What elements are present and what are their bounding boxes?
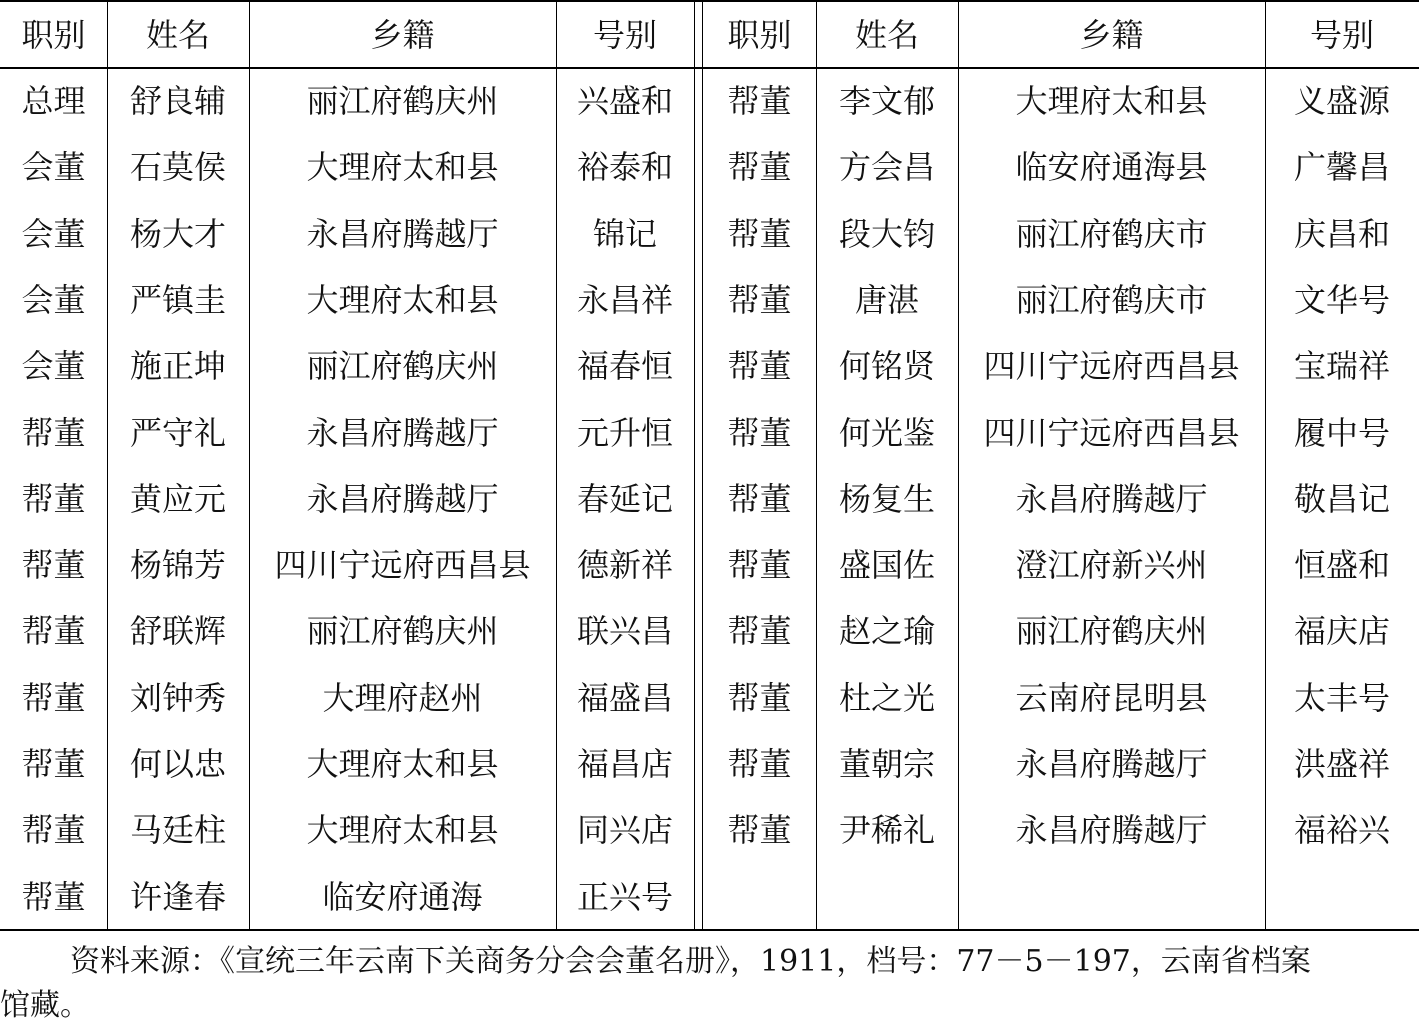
left-cell-role: 会董	[21, 214, 86, 253]
source-note-line-1: 资料来源：《宣统三年云南下关商务分会会董名册》，1911，档号：77－5－197，云南省档案	[70, 944, 1311, 979]
left-cell-role: 帮董	[21, 678, 86, 717]
left-cell-firm: 福盛昌	[576, 678, 673, 717]
right-cell-hometown: 丽江府鹤庆市	[1015, 280, 1208, 319]
right-cell-name: 尹稀礼	[838, 811, 935, 850]
left-cell-firm: 兴盛和	[576, 82, 673, 120]
right-cell-hometown: 四川宁远府西昌县	[983, 347, 1240, 386]
left-cell-firm: 福昌店	[576, 745, 673, 783]
left-cell-firm: 锦记	[592, 214, 657, 253]
left-cell-role: 会董	[21, 280, 86, 319]
right-cell-role: 帮董	[727, 148, 792, 187]
left-cell-hometown: 大理府太和县	[306, 280, 499, 319]
left-cell-firm: 元升恒	[576, 413, 673, 452]
right-cell-firm: 福庆店	[1293, 612, 1390, 651]
left-cell-name: 严镇圭	[129, 280, 226, 319]
left-cell-firm: 德新祥	[576, 546, 673, 585]
right-cell-role: 帮董	[727, 612, 792, 651]
left-cell-name: 严守礼	[129, 413, 226, 452]
center-divider-left	[694, 0, 695, 930]
right-cell-name: 李文郁	[838, 82, 935, 120]
left-cell-hometown: 永昌府腾越厅	[306, 413, 499, 452]
right-cell-firm: 履中号	[1293, 413, 1390, 452]
right-cell-firm: 宝瑞祥	[1293, 347, 1390, 386]
right-cell-hometown: 澄江府新兴州	[1015, 546, 1208, 585]
left-cell-name: 许逢春	[129, 877, 226, 916]
header-name: 姓名	[854, 16, 919, 54]
right-cell-name: 杜之光	[838, 678, 935, 717]
right-cell-firm: 福裕兴	[1293, 811, 1390, 850]
left-cell-name: 石莫侯	[129, 148, 226, 187]
right-cell-firm: 敬昌记	[1293, 479, 1390, 518]
left-cell-name: 杨锦芳	[129, 546, 226, 585]
left-cell-name: 杨大才	[129, 214, 226, 253]
left-cell-firm: 联兴昌	[576, 612, 673, 651]
header-role: 职别	[21, 16, 86, 54]
left-cell-hometown: 丽江府鹤庆州	[306, 82, 499, 120]
right-cell-role: 帮董	[727, 413, 792, 452]
left-cell-hometown: 大理府太和县	[306, 148, 499, 187]
right-cell-firm: 太丰号	[1293, 678, 1390, 717]
right-cell-name: 段大钧	[838, 214, 935, 253]
left-cell-role: 帮董	[21, 413, 86, 452]
right-cell-name: 何光鉴	[838, 413, 935, 452]
left-cell-role: 帮董	[21, 546, 86, 585]
header-role: 职别	[727, 16, 792, 54]
left-cell-hometown: 丽江府鹤庆州	[306, 612, 499, 651]
right-cell-hometown: 大理府太和县	[1015, 82, 1208, 120]
left-cell-hometown: 丽江府鹤庆州	[306, 347, 499, 386]
right-cell-name: 杨复生	[838, 479, 935, 518]
left-cell-firm: 永昌祥	[576, 280, 673, 319]
right-cell-hometown: 丽江府鹤庆州	[1015, 612, 1208, 651]
left-cell-name: 马廷柱	[129, 811, 226, 850]
left-cell-firm: 福春恒	[576, 347, 673, 386]
right-cell-hometown: 永昌府腾越厅	[1015, 479, 1208, 518]
right-cell-name: 何铭贤	[838, 347, 935, 386]
left-cell-firm: 裕泰和	[576, 148, 673, 187]
left-cell-hometown: 永昌府腾越厅	[306, 214, 499, 253]
header-name: 姓名	[145, 16, 210, 54]
right-cell-role: 帮董	[727, 82, 792, 120]
right-cell-firm: 文华号	[1293, 280, 1390, 319]
header-hometown: 乡籍	[370, 16, 435, 54]
right-cell-role: 帮董	[727, 811, 792, 850]
right-cell-role: 帮董	[727, 546, 792, 585]
left-cell-firm: 正兴号	[576, 877, 673, 916]
left-cell-role: 帮董	[21, 745, 86, 783]
header-firm: 号别	[1309, 16, 1374, 54]
left-cell-hometown: 四川宁远府西昌县	[274, 546, 531, 585]
right-cell-role: 帮董	[727, 280, 792, 319]
left-cell-hometown: 大理府太和县	[306, 811, 499, 850]
right-cell-hometown: 永昌府腾越厅	[1015, 811, 1208, 850]
header-firm: 号别	[592, 16, 657, 54]
right-cell-role: 帮董	[727, 745, 792, 783]
right-cell-name: 董朝宗	[838, 745, 935, 783]
left-cell-role: 帮董	[21, 612, 86, 651]
right-cell-firm: 义盛源	[1293, 82, 1390, 120]
right-cell-firm: 洪盛祥	[1293, 745, 1390, 783]
left-cell-name: 刘钟秀	[129, 678, 226, 717]
right-cell-hometown: 丽江府鹤庆市	[1015, 214, 1208, 253]
right-cell-firm: 恒盛和	[1293, 546, 1390, 585]
right-cell-hometown: 云南府昆明县	[1015, 678, 1208, 717]
left-cell-hometown: 大理府赵州	[322, 678, 483, 717]
source-note-line-2: 馆藏。	[0, 988, 90, 1023]
right-cell-role: 帮董	[727, 214, 792, 253]
right-cell-name: 方会昌	[838, 148, 935, 187]
left-cell-hometown: 永昌府腾越厅	[306, 479, 499, 518]
right-cell-role: 帮董	[727, 479, 792, 518]
right-cell-firm: 广馨昌	[1293, 148, 1390, 187]
left-cell-role: 帮董	[21, 877, 86, 916]
left-cell-firm: 春延记	[576, 479, 673, 518]
right-cell-firm: 庆昌和	[1293, 214, 1390, 253]
right-cell-hometown: 永昌府腾越厅	[1015, 745, 1208, 783]
left-cell-name: 施正坤	[129, 347, 226, 386]
right-cell-role: 帮董	[727, 678, 792, 717]
header-hometown: 乡籍	[1079, 16, 1144, 54]
left-cell-name: 舒良辅	[129, 82, 226, 120]
right-cell-role: 帮董	[727, 347, 792, 386]
left-cell-name: 舒联辉	[129, 612, 226, 651]
left-cell-hometown: 临安府通海	[322, 877, 483, 916]
right-cell-name: 盛国佐	[838, 546, 935, 585]
right-cell-hometown: 临安府通海县	[1015, 148, 1208, 187]
left-cell-role: 会董	[21, 148, 86, 187]
left-cell-role: 帮董	[21, 479, 86, 518]
right-cell-name: 赵之瑜	[838, 612, 935, 651]
left-cell-name: 黄应元	[129, 479, 226, 518]
left-cell-role: 总理	[21, 82, 86, 120]
left-cell-role: 会董	[21, 347, 86, 386]
left-cell-firm: 同兴店	[576, 811, 673, 850]
left-cell-role: 帮董	[21, 811, 86, 850]
left-cell-name: 何以忠	[129, 745, 226, 783]
right-cell-name: 唐湛	[854, 280, 919, 319]
left-cell-hometown: 大理府太和县	[306, 745, 499, 783]
right-cell-hometown: 四川宁远府西昌县	[983, 413, 1240, 452]
